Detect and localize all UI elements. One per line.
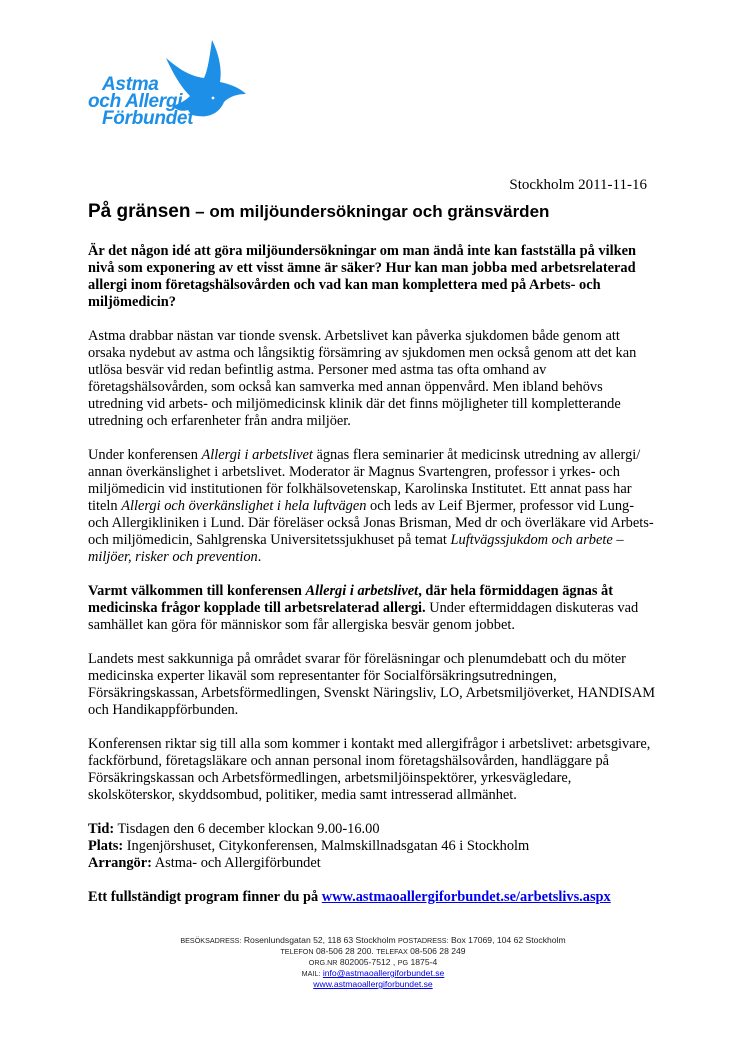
- org-number: 802005-7512 ,: [337, 957, 398, 967]
- text-span: ägnas flera seminarier åt medicinsk utredning av allergi/ annan överkänslighet i arbetslivet. Moderator är Magnus Svartengren, professor i yrkes- och miljömedicin vid institutionen för folkhälsovetenskap, Karolinska Institutet. Ett annat pass har titeln: [88, 447, 641, 514]
- logo-line-1: Astma: [102, 74, 159, 95]
- document-body: [88, 243, 658, 923]
- phone-label: TELEFON: [280, 947, 314, 956]
- time-value: Tisdagen den 6 december klockan 9.00-16.00: [114, 821, 380, 837]
- conference-name: Allergi i arbetslivet: [201, 447, 313, 463]
- pg-number: 1875-4: [408, 957, 438, 967]
- conference-name-bold: Allergi i arbetslivet: [305, 583, 419, 599]
- lead-paragraph: Är det någon idé att göra miljöundersökningar om man ändå inte kan fastställa på vilken nivå som exponering av ett visst ämne är säker? Hur kan man jobba med arbetsrelaterad allergi inom företagshälsovården och vad kan man komplettera med på Arbets- och miljömedicin?: [88, 243, 636, 310]
- paragraph-experts: Landets mest sakkunniga på området svarar för föreläsningar och plenumdebatt och du möter medicinska experter likaväl som representanter för Socialförsäkringsutredningen, Försäkringskassan, Arbetsförmedlingen, Svenskt Näringsliv, LO, Arbetsmiljöverket, HANDISAM och Handikappförbunden.: [88, 651, 656, 718]
- footer-phone-line: [0, 946, 746, 957]
- text-span: Under eftermiddagen diskuteras vad samhället kan göra för människor som får allergiska besvär genom jobbet.: [88, 600, 639, 633]
- footer-address-line: [0, 935, 746, 946]
- paragraph-astma: Astma drabbar nästan var tionde svensk. Arbetslivet kan påverka sjukdomen både genom att orsaka nydebut av astma och långsiktig försämring av sjukdomen men också genom att det kan utlösa besvär vid redan befintlig astma. Personer med astma tas ofta omhand av företagshälsovården, som också kan samverka med annan öppenvård. Men ibland behövs utredning vid arbets- och miljömedicinsk klinik där det finns möjligheter till kompletterande utredning och erfarenheter från andra miljöer.: [88, 328, 637, 429]
- fax-number: 08-506 28 249: [407, 946, 466, 956]
- program-text: Ett fullständigt program finner du på: [88, 889, 322, 905]
- logo-line-3: Förbundet: [102, 108, 194, 129]
- time-label: Tid:: [88, 821, 115, 837]
- paragraph-welcome: [88, 583, 658, 634]
- program-link[interactable]: www.astmaoallergiforbundet.se/arbetslivs.aspx: [321, 889, 611, 905]
- footer-web-line: [0, 979, 746, 989]
- program-paragraph: [88, 889, 658, 906]
- mail-label: MAIL:: [301, 969, 321, 978]
- pg-label: PG: [397, 958, 409, 967]
- postal-address: Box 17069, 104 62 Stockholm: [448, 935, 566, 945]
- place-label: Plats:: [88, 838, 124, 854]
- fax-label: TELEFAX: [376, 947, 408, 956]
- footer-mail-line: [0, 968, 746, 979]
- place-value: Ingenjörshuset, Citykonferensen, Malmskillnadsgatan 46 i Stockholm: [123, 838, 530, 854]
- text-span: Under konferensen: [88, 447, 202, 463]
- organizer-value: Astma- och Allergiförbundet: [151, 855, 321, 871]
- title-subtitle: – om miljöundersökningar och gränsvärden: [190, 202, 550, 221]
- document-title: [88, 201, 549, 223]
- text-span: .: [257, 549, 262, 565]
- organization-logo: [88, 36, 248, 156]
- paragraph-audience: Konferensen riktar sig till alla som kommer i kontakt med allergifrågor i arbetslivet: arbetsgivare, fackförbund, företagsläkare och annan personal inom företagshälsovården, handläggare på Försäkringskassan och Arbetsförmedlingen, arbetsmiljöinspektörer, yrkesvägledare, skolsköterskor, skyddsombud, politiker, media samt intresserad allmänhet.: [88, 736, 651, 803]
- welcome-bold-2: , där hela förmiddagen ägnas åt medicinska frågor kopplade till arbetsrelaterad allergi.: [88, 583, 614, 616]
- visit-address-label: BESÖKSADRESS:: [180, 936, 242, 945]
- email-link[interactable]: info@astmaoallergiforbundet.se: [322, 968, 445, 978]
- phone-number: 08-506 28 200.: [313, 946, 377, 956]
- organizer-label: Arrangör:: [88, 855, 152, 871]
- paragraph-conference: [88, 447, 658, 566]
- text-span: och leds av Leif Bjermer, professor vid Lung- och Allergikliniken i Lund. Där föreläser också Jonas Brisman, Med dr och överläkare vid Arbets- och miljömedicin, Sahlgrenska Universitetssjukhuset på temat: [88, 498, 654, 548]
- event-details: [88, 821, 658, 872]
- lecture-theme: Luftvägssjukdom och arbete – miljöer, risker och prevention: [88, 532, 624, 565]
- postal-address-label: POSTADRESS:: [398, 936, 449, 945]
- title-main: På gränsen: [88, 201, 191, 222]
- footer: [0, 935, 746, 989]
- session-title: Allergi och överkänslighet i hela luftvägen: [121, 498, 367, 514]
- welcome-bold: Varmt välkommen till konferensen: [88, 583, 306, 599]
- document-date: Stockholm 2011-11-16: [509, 177, 647, 193]
- logo-line-2: och Allergi: [88, 91, 183, 112]
- visit-address: Rosenlundsgatan 52, 118 63 Stockholm: [241, 935, 398, 945]
- footer-org-line: [0, 957, 746, 968]
- org-number-label: ORG.NR: [308, 958, 338, 967]
- website-link[interactable]: www.astmaoallergiforbundet.se: [313, 979, 433, 989]
